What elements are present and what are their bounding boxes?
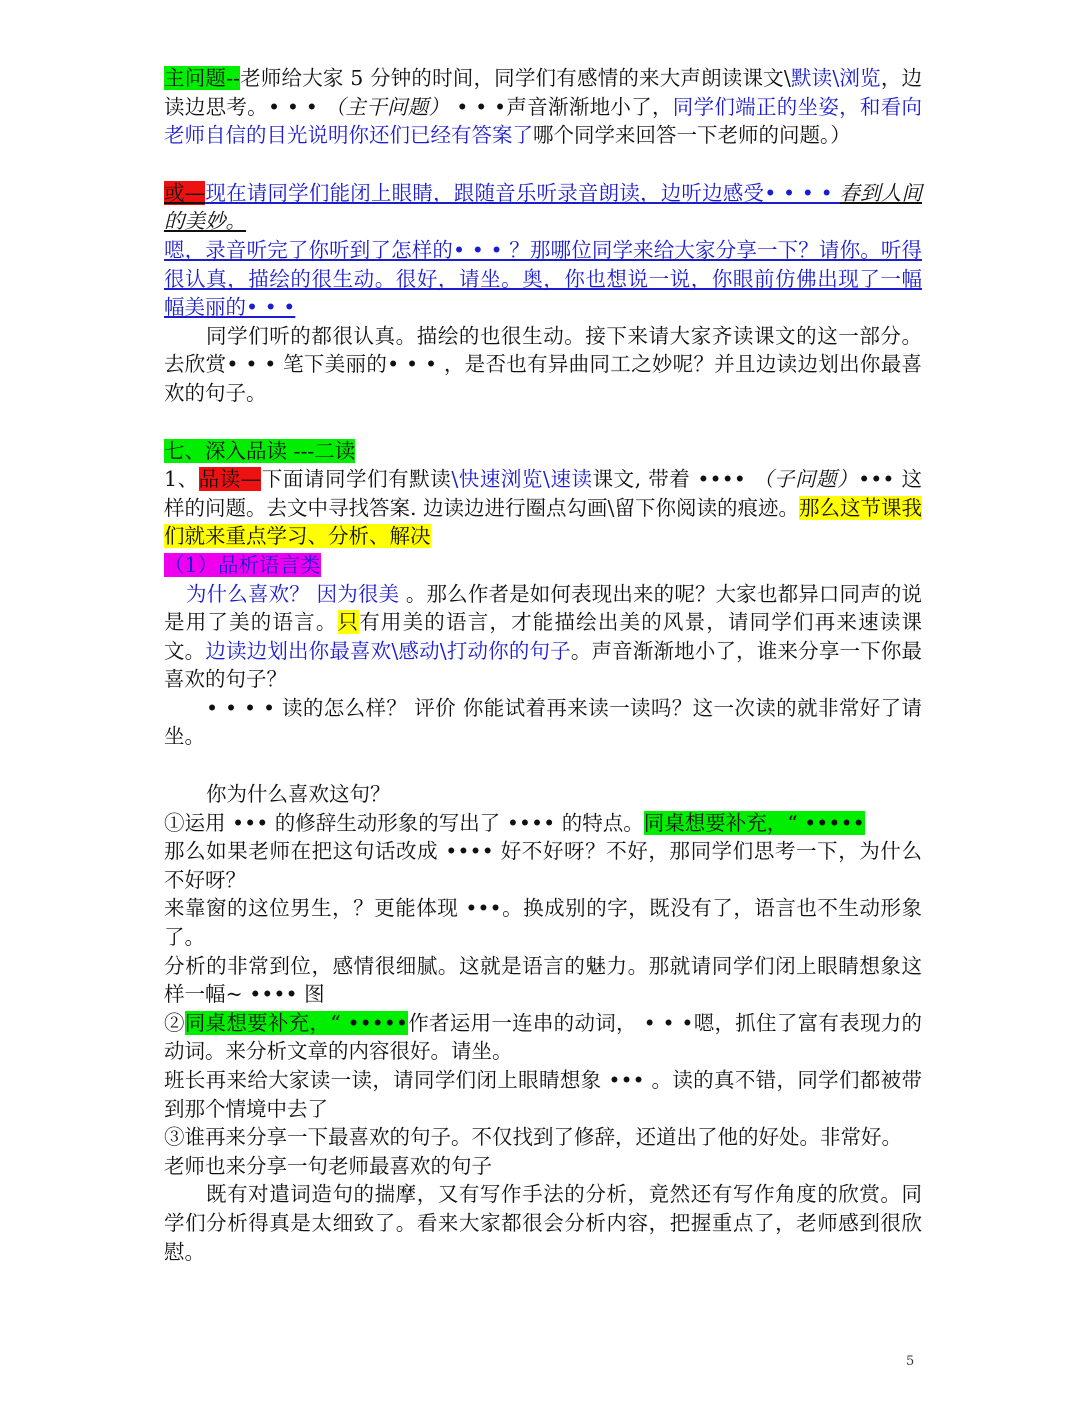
read-aloud-paragraph: 同学们听的都很认真。描绘的也很生动。接下来请大家齐读课文的这一部分。去欣赏• • • 笔下美丽的• • • ，是否也有异曲同工之妙呢？并且边读边划出你最喜欢的句子。 <box>164 323 922 405</box>
point-3-paragraph: ③谁再来分享一下最喜欢的句子。不仅找到了修辞，还道出了他的好处。非常好。 <box>164 1125 902 1150</box>
text: 老师给大家 5 分钟的时间，同学们有感情的来大声朗读课文\ <box>239 66 791 90</box>
text-blue: 同学们端正的坐姿，和看向老师自信的目光说明你还们已经有答案了 <box>164 94 923 148</box>
text: • • •声音渐渐地小了， <box>449 94 673 119</box>
text-blue: 为什么喜欢？ 因为很美 <box>186 581 406 606</box>
recording-paragraph: 嗯，录音听完了你听到了怎样的• • • ？那哪位同学来给大家分享一下？请你。听得很认真，描绘的很生动。很好，请坐。奥，你也想说一说，你眼前仿佛出现了一幅幅美丽的• • • <box>164 237 922 320</box>
section-title: 七、深入品读 ---二读 <box>164 438 356 463</box>
point-1-paragraph <box>164 809 922 838</box>
text-blue: \快速浏览\速读 <box>451 467 593 492</box>
point-2-paragraph <box>164 1009 922 1066</box>
highlight-green: 同桌想要补充，“ ••••• <box>184 1010 408 1035</box>
alternative-paragraph <box>164 179 922 236</box>
text-blue: 默读\浏览 <box>790 66 881 90</box>
text: 课文, 带着 •••• <box>592 467 753 492</box>
text: ••• 这样的问题。去文中寻找答案. 边读边进行圈点勾画\留下你阅读的痕迹。 <box>164 467 923 520</box>
text-italic: （主干问题） <box>324 94 450 119</box>
spacer <box>164 408 922 437</box>
page-content <box>164 64 922 1266</box>
text: 。声音渐渐地小了，谁来分享一下你最喜欢的句子？ <box>164 638 923 692</box>
evaluate-paragraph: • • • • 读的怎么样？ 评价 你能试着再来读一读吗？这一次读的就非常好了请坐。 <box>164 695 922 749</box>
text-italic: 春到人间的美妙。 <box>164 180 923 234</box>
highlight-green: 同桌想要补充，“ ••••• <box>643 810 865 835</box>
text: 下面请同学们有默读 <box>261 467 452 492</box>
analysis-paragraph: 分析的非常到位，感情很细腻。这就是语言的魅力。那就请同学们闭上眼睛想象这样一幅~ •••• 图 <box>164 953 922 1007</box>
alternative-tag: 或— <box>164 180 206 205</box>
text: 有用美的语言，才能描绘出美的风景，请同学们再来速读课文。 <box>164 610 923 663</box>
window-student-paragraph: 来靠窗的这位男生，？更能体现 •••。换成别的字，既没有了，语言也不生动形象了。 <box>164 896 922 950</box>
text: 哪个同学来回答一下老师的问题。） <box>533 123 851 148</box>
text-italic: （子问题） <box>752 467 859 492</box>
highlight-yellow: 只 <box>337 610 360 635</box>
spacer <box>164 751 922 780</box>
text-blue: 现在请同学们能闭上眼睛，跟随音乐听录音朗读，边听边感受• • • • <box>205 180 840 205</box>
why-sentence-line: 你为什么喜欢这句？ <box>206 782 391 807</box>
final-paragraph: 既有对遣词造句的揣摩，又有写作手法的分析，竟然还有写作角度的欣赏。同学们分析得真是太细致了。看来大家都很会分析内容，把握重点了，老师感到很欣慰。 <box>164 1182 922 1264</box>
subsection-title: （1）品析语言类 <box>164 552 321 577</box>
page-number: 5 <box>906 1354 915 1369</box>
teacher-share-line: 老师也来分享一句老师最喜欢的句子 <box>164 1153 492 1178</box>
why-like-paragraph <box>164 580 922 694</box>
main-question-paragraph <box>164 64 922 150</box>
change-word-paragraph: 那么如果老师在把这句话改成 •••• 好不好呀？不好，那同学们思考一下，为什么不好呀？ <box>164 839 922 892</box>
highlight-yellow: 那么这节课我们就来重点学习、分析、解决 <box>164 495 922 549</box>
section-7-heading <box>164 437 922 466</box>
text: 作者运用一连串的动词， • • •嗯，抓住了富有表现力的动词。来分析文章的内容很好。请坐。 <box>164 1010 922 1064</box>
subsection-1-heading <box>164 551 922 580</box>
item-tag: 品读— <box>198 467 262 492</box>
text: 。那么作者是如何表现出来的呢？大家也都异口同声的说是用了美的语言。 <box>164 581 922 635</box>
monitor-paragraph: 班长再来给大家读一读，请同学们闭上眼睛想象 ••• 。读的真不错，同学们都被带到那个情境中去了 <box>164 1068 922 1121</box>
item-number: 1、 <box>164 467 199 492</box>
text: ①运用 ••• 的修辞生动形象的写出了 •••• 的特点。 <box>164 810 644 835</box>
text: ，边读边思考。• • • <box>164 66 923 119</box>
main-question-tag: 主问题-- <box>164 66 240 90</box>
spacer <box>164 150 922 179</box>
text: ② <box>164 1010 185 1035</box>
text-blue: 边读边划出你最喜欢\感动\打动你的句子 <box>205 638 571 663</box>
item-1-paragraph <box>164 465 922 551</box>
